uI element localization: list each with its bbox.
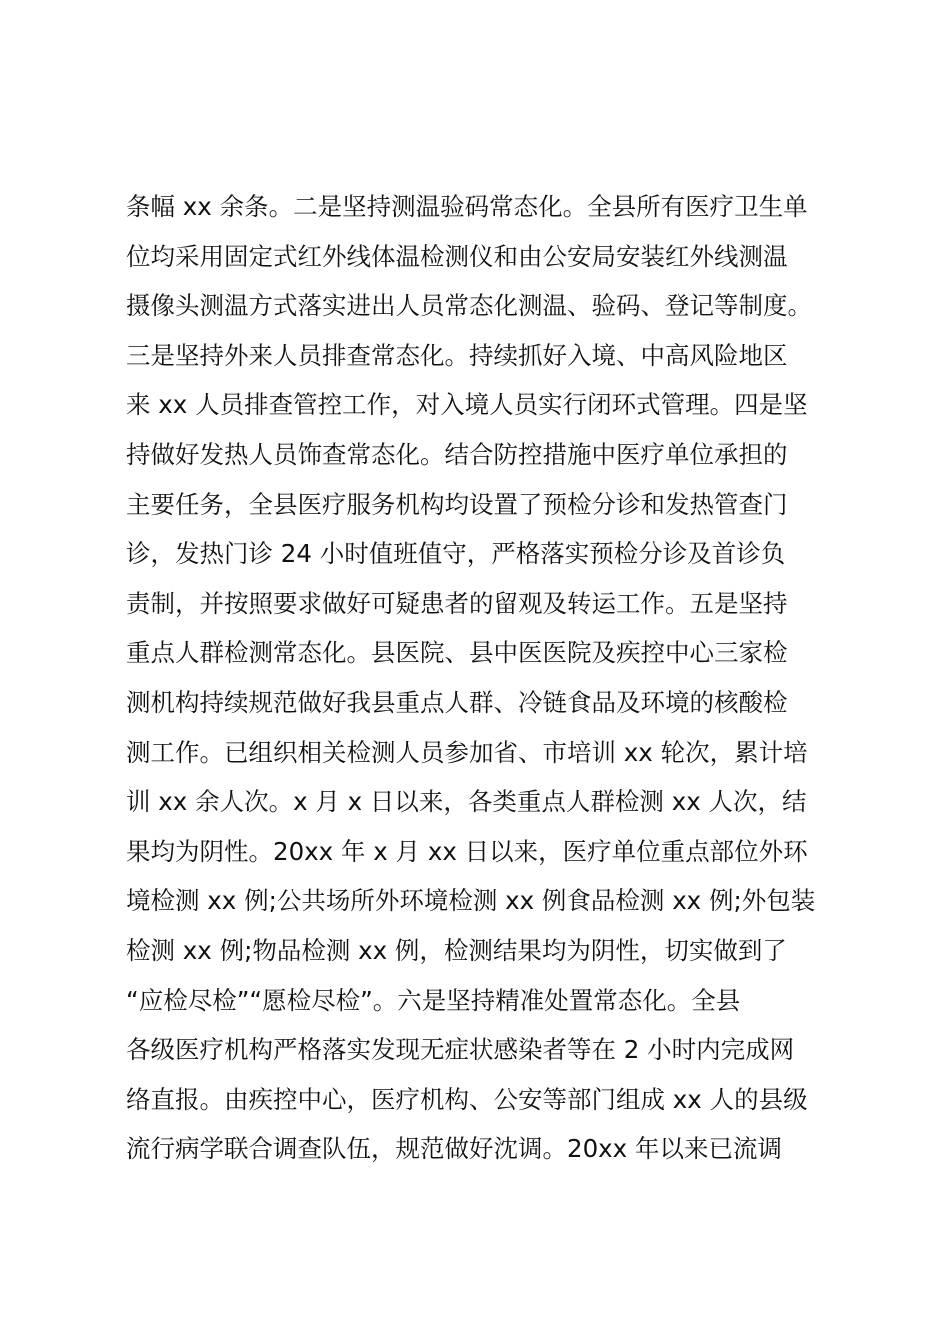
text-line: “应检尽检”“愿检尽检”。六是坚持精准处置常态化。全县 (126, 985, 741, 1015)
text-line: 三是坚持外来人员排查常态化。持续抓好入境、中高风险地区 (126, 340, 788, 370)
text-line: 训 xx 余人次。x 月 x 日以来，各类重点人群检测 xx 人次，结 (126, 787, 807, 817)
body-paragraph (126, 182, 846, 1174)
text-line: 流行病学联合调查队伍，规范做好沈调。20xx 年以来已流调 (126, 1134, 782, 1164)
text-line: 境检测 xx 例;公共场所外环境检测 xx 例食品检测 xx 例;外包装 (126, 886, 816, 916)
text-line: 重点人群检测常态化。县医院、县中医医院及疾控中心三家检 (126, 638, 788, 668)
text-line: 摄像头测温方式落实进出人员常态化测温、验码、登记等制度。 (126, 291, 812, 321)
text-line: 主要任务，全县医疗服务机构均设置了预检分诊和发热管查门 (126, 489, 788, 519)
text-line: 各级医疗机构严格落实发现无症状感染者等在 2 小时内完成网 (126, 1035, 795, 1065)
text-line: 持做好发热人员饰查常态化。结合防控措施中医疗单位承担的 (126, 439, 788, 469)
text-line: 位均采用固定式红外线体温检测仪和由公安局安装红外线测温 (126, 241, 788, 271)
text-line: 来 xx 人员排查管控工作，对入境人员实行闭环式管理。四是坚 (126, 390, 808, 420)
text-line: 络直报。由疾控中心，医疗机构、公安等部门组成 xx 人的县级 (126, 1084, 808, 1114)
text-line: 测机构持续规范做好我县重点人群、冷链食品及环境的核酸检 (126, 687, 788, 717)
text-line: 测工作。已组织相关检测人员参加省、市培训 xx 轮次，累计培 (126, 737, 808, 767)
text-line: 诊，发热门诊 24 小时值班值守，严格落实预检分诊及首诊负 (126, 539, 786, 569)
text-line: 条幅 xx 余条。二是坚持测温验码常态化。全县所有医疗卫生单 (126, 192, 808, 221)
text-line: 果均为阴性。20xx 年 x 月 xx 日以来，医疗单位重点部位外环 (126, 836, 808, 866)
text-line: 检测 xx 例;物品检测 xx 例，检测结果均为阴性，切实做到了 (126, 935, 787, 965)
text-line: 责制，并按照要求做好可疑患者的留观及转运工作。五是坚持 (126, 588, 788, 618)
